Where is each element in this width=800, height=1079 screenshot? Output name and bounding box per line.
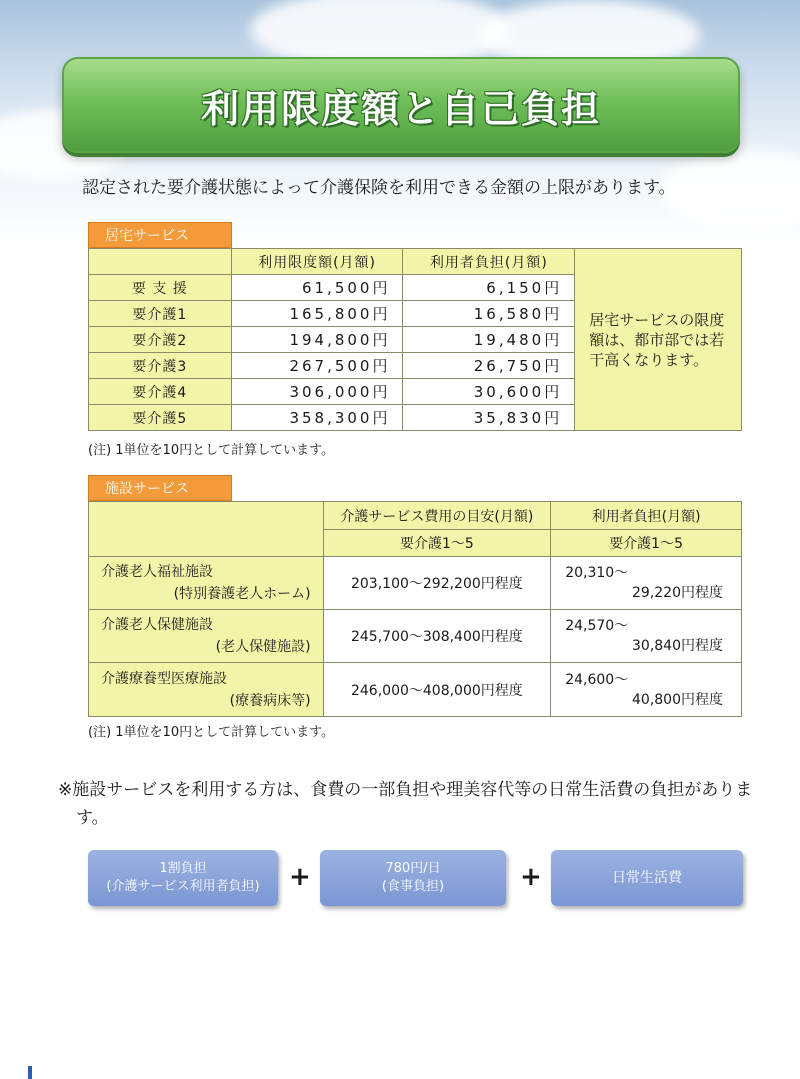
burden-from: 24,600～ bbox=[565, 671, 629, 688]
intro-text: 認定された要介護状態によって介護保険を利用できる金額の上限があります。 bbox=[82, 178, 676, 198]
subheader-burden: 要介護1～5 bbox=[551, 530, 742, 557]
burden-value: 30,600円 bbox=[403, 379, 575, 405]
box-line1: 日常生活費 bbox=[612, 870, 682, 886]
burden-cell bbox=[551, 557, 742, 610]
formula-box-meal-burden bbox=[320, 850, 506, 906]
facility-subname: (老人保健施設) bbox=[215, 639, 311, 655]
level-label: 要介護1 bbox=[89, 301, 232, 327]
facility-subname: (特別養護老人ホーム) bbox=[173, 586, 311, 602]
home-service-side-note: 居宅サービスの限度額は、都市部では若干高くなります。 bbox=[575, 249, 742, 431]
burden-value: 16,580円 bbox=[403, 301, 575, 327]
limit-value: 61,500円 bbox=[231, 275, 403, 301]
facility-name-cell bbox=[89, 557, 324, 610]
cost-range: 246,000～408,000円程度 bbox=[323, 663, 551, 717]
box-line2: (食事負担) bbox=[381, 879, 445, 894]
facility-name: 介護療養型医療施設 bbox=[101, 670, 227, 687]
burden-cell bbox=[551, 610, 742, 663]
home-service-tab: 居宅サービス bbox=[88, 222, 232, 248]
facility-name: 介護老人保健施設 bbox=[101, 617, 213, 633]
header-burden: 利用者負担(月額) bbox=[551, 502, 742, 530]
table-row bbox=[89, 610, 742, 663]
table-header-row bbox=[89, 249, 742, 275]
header-empty bbox=[89, 502, 324, 557]
burden-to: 30,840円程度 bbox=[632, 638, 723, 654]
limit-value: 358,300円 bbox=[231, 405, 403, 431]
burden-value: 19,480円 bbox=[403, 327, 575, 353]
burden-value: 6,150円 bbox=[403, 275, 575, 301]
level-label: 要介護5 bbox=[89, 405, 232, 431]
facility-service-table bbox=[88, 501, 742, 717]
limit-value: 267,500円 bbox=[231, 353, 403, 379]
plus-sign: + bbox=[520, 862, 542, 892]
facility-service-tab: 施設サービス bbox=[88, 475, 232, 501]
header-cost: 介護サービス費用の目安(月額) bbox=[323, 502, 551, 530]
table-row bbox=[89, 557, 742, 610]
burden-from: 24,570～ bbox=[565, 618, 629, 634]
level-label: 要介護4 bbox=[89, 379, 232, 405]
limit-value: 165,800円 bbox=[231, 301, 403, 327]
plus-sign: + bbox=[289, 862, 311, 892]
limit-value: 306,000円 bbox=[231, 379, 403, 405]
header-empty bbox=[89, 249, 232, 275]
home-service-footnote: (注) 1単位を10円として計算しています。 bbox=[88, 443, 335, 458]
facility-name: 介護老人福祉施設 bbox=[101, 564, 213, 580]
limit-value: 194,800円 bbox=[231, 327, 403, 353]
header-burden: 利用者負担(月額) bbox=[403, 249, 575, 275]
box-line1: 1割負担 bbox=[159, 861, 207, 876]
formula-box-care-burden bbox=[88, 850, 278, 906]
formula-box-daily-living bbox=[551, 850, 743, 906]
facility-name-cell bbox=[89, 610, 324, 663]
facility-extra-cost-note: ※施設サービスを利用する方は、食費の一部負担や理美容代等の日常生活費の負担があります。 bbox=[58, 780, 753, 828]
level-label: 要介護2 bbox=[89, 327, 232, 353]
burden-to: 40,800円程度 bbox=[632, 691, 723, 708]
burden-to: 29,220円程度 bbox=[632, 585, 723, 601]
burden-value: 26,750円 bbox=[403, 353, 575, 379]
cost-range: 203,100～292,200円程度 bbox=[323, 557, 551, 610]
page-corner-mark bbox=[28, 1066, 32, 1079]
box-line1: 780円/日 bbox=[385, 861, 441, 876]
facility-name-cell bbox=[89, 663, 324, 717]
table-row bbox=[89, 663, 742, 717]
table-header-row bbox=[89, 502, 742, 530]
home-service-table bbox=[88, 248, 742, 431]
facility-service-footnote: (注) 1単位を10円として計算しています。 bbox=[88, 725, 335, 740]
box-line2: (介護サービス利用者負担) bbox=[106, 879, 260, 894]
cost-range: 245,700～308,400円程度 bbox=[323, 610, 551, 663]
burden-from: 20,310～ bbox=[565, 565, 629, 581]
subheader-cost: 要介護1～5 bbox=[323, 530, 551, 557]
page-title: 利用限度額と自己負担 bbox=[200, 86, 601, 131]
facility-subname: (療養病床等) bbox=[229, 692, 311, 709]
level-label: 要介護3 bbox=[89, 353, 232, 379]
header-limit: 利用限度額(月額) bbox=[231, 249, 403, 275]
level-label: 要 支 援 bbox=[89, 275, 232, 301]
burden-cell bbox=[551, 663, 742, 717]
burden-value: 35,830円 bbox=[403, 405, 575, 431]
title-banner bbox=[62, 57, 740, 153]
